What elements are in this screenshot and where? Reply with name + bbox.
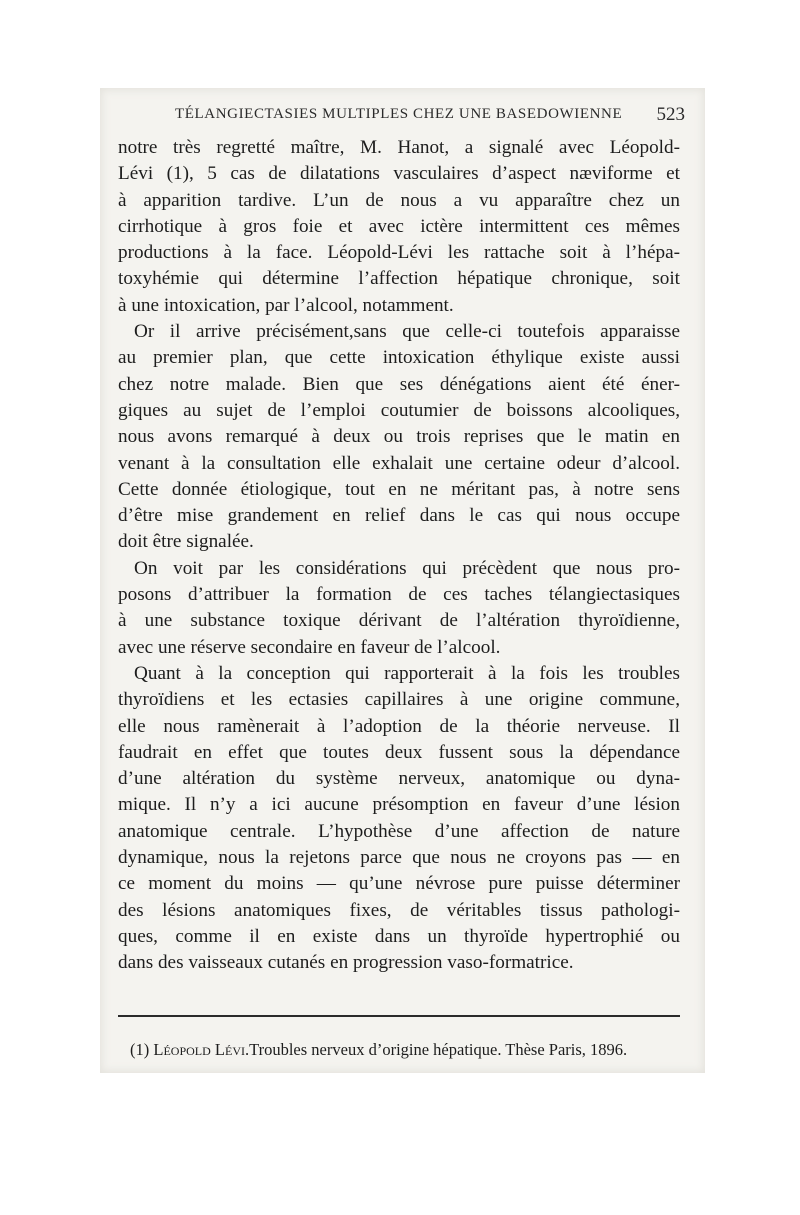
footnote-separator (118, 1015, 680, 1017)
running-head (175, 104, 685, 130)
text-line: venant à la consultation elle exhalait une certaine odeur d’alcool. (118, 452, 680, 474)
text-line: notre très regretté maître, M. Hanot, a signalé avec Léopold- (118, 137, 680, 158)
text-line: Lévi (1), 5 cas de dilatations vasculaires d’aspect næviforme et (118, 163, 680, 185)
text-line: dynamique, nous la rejetons parce que nous ne croyons pas — en (118, 847, 680, 869)
text-line: toxyhémie qui détermine l’affection hépatique chronique, soit (118, 268, 680, 290)
text-line: Cette donnée étiologique, tout en ne méritant pas, à notre sens (118, 478, 680, 500)
text-line: faudrait en effet que toutes deux fussent sous la dépendance (118, 741, 680, 763)
text-line: ce moment du moins — qu’une névrose pure puisse déterminer (118, 873, 680, 895)
text-line: posons d’attribuer la formation de ces taches télangiectasiques (118, 584, 680, 606)
text-line: doit être signalée. (118, 531, 254, 553)
running-head-title: TÉLANGIECTASIES MULTIPLES CHEZ UNE BASEDOWIENNE (175, 106, 623, 122)
text-line: Quant à la conception qui rapporterait à la fois les troubles (134, 662, 680, 684)
text-line: à une substance toxique dérivant de l’altération thyroïdienne, (118, 610, 680, 632)
text-line: à apparition tardive. L’un de nous a vu apparaître chez un (118, 189, 680, 211)
body-text (118, 135, 680, 977)
text-line: ques, comme il en existe dans un thyroïde hypertrophié ou (118, 925, 680, 947)
text-line: elle nous ramènerait à l’adoption de la théorie nerveuse. Il (118, 715, 680, 737)
text-line: chez notre malade. Bien que ses dénégations aient été éner- (118, 373, 680, 395)
text-line: On voit par les considérations qui précèdent que nous pro- (134, 557, 680, 579)
footnote (130, 1040, 690, 1060)
text-line: des lésions anatomiques fixes, de véritables tissus pathologi- (118, 899, 680, 921)
footnote-marker: (1) (130, 1040, 150, 1059)
text-line: cirrhotique à gros foie et avec ictère intermittent ces mêmes (118, 215, 680, 237)
text-line: avec une réserve secondaire en faveur de l’alcool. (118, 636, 501, 658)
text-line: productions à la face. Léopold-Lévi les rattache soit à l’hépa- (118, 242, 680, 264)
text-line: à une intoxication, par l’alcool, notamment. (118, 294, 454, 316)
footnote-text: Troubles nerveux d’origine hépatique. Thèse Paris, 1896. (249, 1040, 628, 1059)
text-line: Or il arrive précisément,sans que celle-ci toutefois apparaisse (134, 321, 680, 343)
page-number: 523 (656, 104, 685, 125)
text-line: dans des vaisseaux cutanés en progression vaso-formatrice. (118, 952, 574, 974)
text-line: mique. Il n’y a ici aucune présomption en faveur d’une lésion (118, 794, 680, 816)
text-line: thyroïdiens et les ectasies capillaires à une origine commune, (118, 689, 680, 711)
text-line: d’être mise grandement en relief dans le cas qui nous occupe (118, 505, 680, 527)
text-line: d’une altération du système nerveux, anatomique ou dyna- (118, 768, 680, 790)
text-line: nous avons remarqué à deux ou trois reprises que le matin en (118, 426, 680, 448)
text-line: au premier plan, que cette intoxication éthylique existe aussi (118, 347, 680, 369)
text-line: anatomique centrale. L’hypothèse d’une affection de nature (118, 820, 680, 842)
text-line: giques au sujet de l’emploi coutumier de boissons alcooliques, (118, 399, 680, 421)
footnote-author: Léopold Lévi. (153, 1040, 250, 1059)
